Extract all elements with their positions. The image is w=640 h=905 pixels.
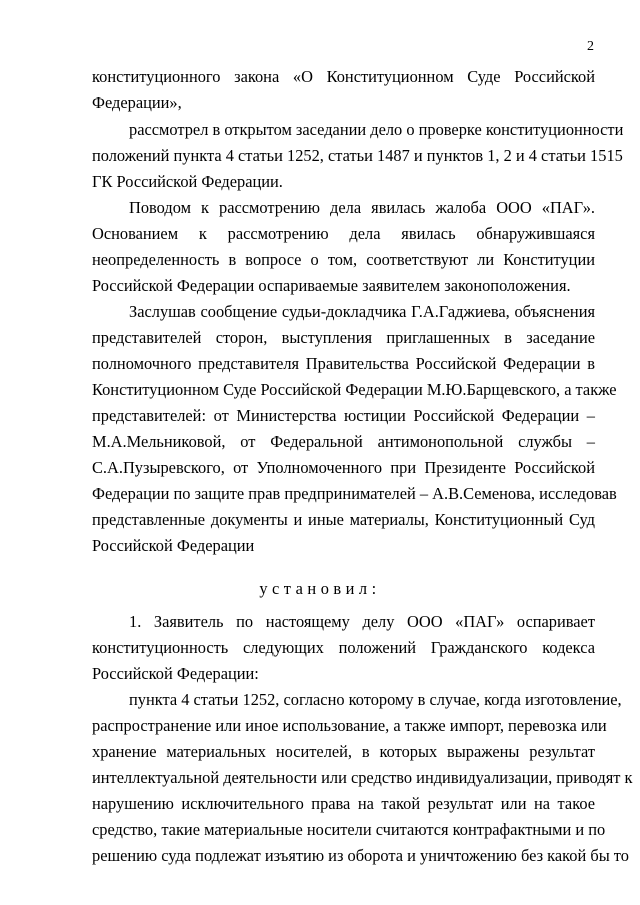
paragraph-line: конституционность следующих положений Гражданского кодекса — [92, 638, 595, 657]
paragraph-line: распространение или иное использование, а также импорт, перевозка или — [92, 716, 607, 735]
paragraph-line: Поводом к рассмотрению дела явилась жалоба ООО «ПАГ». — [129, 198, 595, 217]
section-heading: установил: — [259, 579, 381, 598]
paragraph-line: Российской Федерации: — [92, 664, 259, 683]
paragraph-line: С.А.Пузыревского, от Уполномоченного при Президенте Российской — [92, 458, 595, 477]
paragraph-line: пункта 4 статьи 1252, согласно которому в случае, когда изготовление, — [129, 690, 622, 709]
paragraph-line: ГК Российской Федерации. — [92, 172, 283, 191]
paragraph-line: Конституционном Суде Российской Федерации М.Ю.Барщевского, а также — [92, 380, 617, 399]
page-number: 2 — [587, 39, 594, 54]
paragraph-line: 1. Заявитель по настоящему делу ООО «ПАГ» оспаривает — [129, 612, 595, 631]
paragraph-line: Российской Федерации оспариваемые заявителем законоположения. — [92, 276, 571, 295]
paragraph-line: полномочного представителя Правительства Российской Федерации в — [92, 354, 595, 373]
paragraph-line: М.А.Мельниковой, от Федеральной антимонопольной службы – — [92, 432, 595, 451]
paragraph-line: представленные документы и иные материалы, Конституционный Суд — [92, 510, 595, 529]
paragraph-line: хранение материальных носителей, в которых выражены результат — [92, 742, 595, 761]
paragraph-line: Российской Федерации — [92, 536, 255, 555]
paragraph-line: решению суда подлежат изъятию из оборота и уничтожению без какой бы то — [92, 846, 629, 865]
paragraph-line: конституционного закона «О Конституционном Суде Российской — [92, 67, 595, 86]
paragraph-line: представителей сторон, выступления приглашенных в заседание — [92, 328, 595, 347]
paragraph-line: неопределенность в вопросе о том, соответствуют ли Конституции — [92, 250, 595, 269]
paragraph-line: рассмотрел в открытом заседании дело о проверке конституционности — [129, 120, 624, 139]
paragraph-line: интеллектуальной деятельности или средство индивидуализации, приводят к — [92, 768, 633, 787]
paragraph-line: положений пункта 4 статьи 1252, статьи 1487 и пунктов 1, 2 и 4 статьи 1515 — [92, 146, 623, 165]
paragraph-line: Федерации по защите прав предпринимателей – А.В.Семенова, исследовав — [92, 484, 617, 503]
paragraph-line: средство, такие материальные носители считаются контрафактными и по — [92, 820, 606, 839]
paragraph-line: Федерации», — [92, 93, 182, 112]
paragraph-line: Основанием к рассмотрению дела явилась обнаружившаяся — [92, 224, 595, 243]
paragraph-line: Заслушав сообщение судьи-докладчика Г.А.Гаджиева, объяснения — [129, 302, 595, 321]
paragraph-line: нарушению исключительного права на такой результат или на такое — [92, 794, 595, 813]
paragraph-line: представителей: от Министерства юстиции Российской Федерации – — [92, 406, 595, 425]
